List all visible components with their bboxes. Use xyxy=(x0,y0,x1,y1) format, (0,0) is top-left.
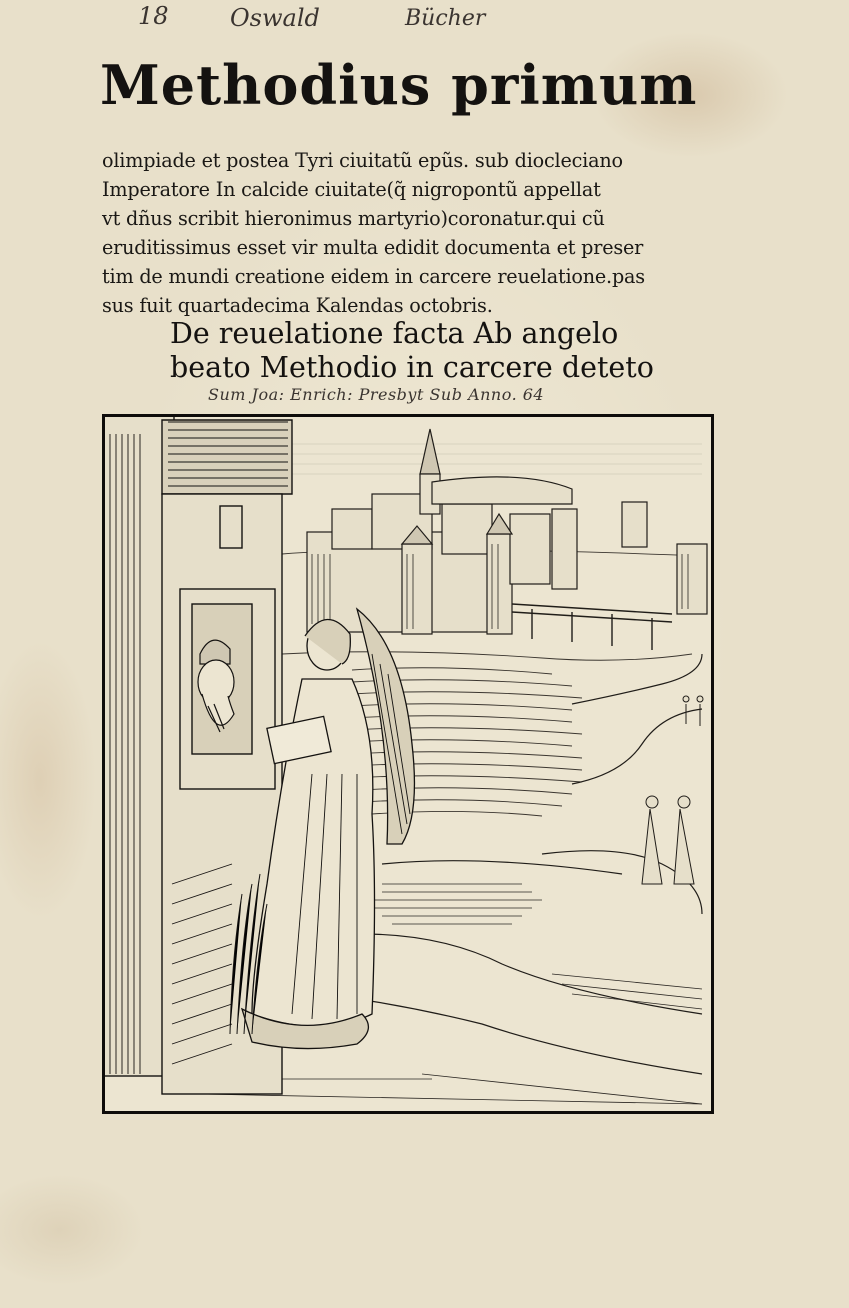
body-line: vt dñus scribit hieronimus martyrio)coronatur.qui cũ xyxy=(102,207,605,230)
body-line: eruditissimus esset vir multa edidit documenta et preser xyxy=(102,236,644,259)
page-title: Methodius primum xyxy=(100,53,698,117)
subtitle-line: De reuelatione facta Ab angelo xyxy=(170,317,619,350)
annotation-name: Oswald xyxy=(230,4,320,32)
body-line: tim de mundi creatione eidem in carcere reuelatione.pas xyxy=(102,265,645,288)
woodcut-illustration xyxy=(102,414,714,1114)
annotation-inscription: Sum Joa: Enrich: Presbyt Sub Anno. 64 xyxy=(208,385,545,404)
annotation-word: Bücher xyxy=(405,6,486,31)
body-line: sus fuit quartadecima Kalendas octobris. xyxy=(102,294,493,317)
annotation-number: 18 xyxy=(138,2,169,30)
body-line: Imperatore In calcide ciuitate(q̃ nigropontũ appellat xyxy=(102,178,601,201)
subtitle xyxy=(170,317,750,385)
body-line: olimpiade et postea Tyri ciuitatũ epũs. sub diocleciano xyxy=(102,149,623,172)
subtitle-line: beato Methodio in carcere deteto xyxy=(170,351,654,384)
body-text xyxy=(102,146,722,320)
